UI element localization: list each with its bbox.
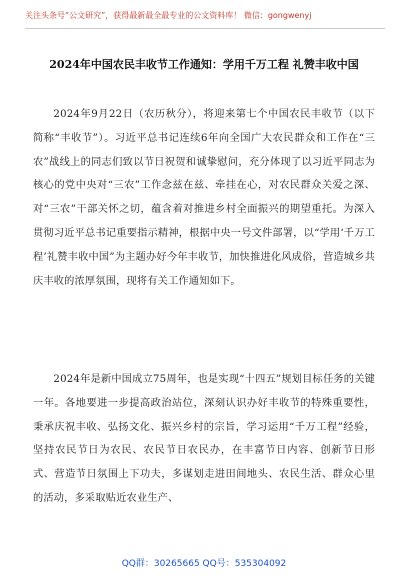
document-title: 2024年中国农民丰收节工作通知：学用千万工程 礼赞丰收中国 [49, 58, 359, 71]
paragraph-text: 2024年9月22日（农历秋分），将迎来第七个中国农民丰收节（以下简称“丰收节”）。习近平总书记连续6年向全国广大农民群众和工作在“三农”战线上的同志们致以节日祝贺和诚挚慰问，充分体现了以习近平同志为核心的党中央对“三农”工作念兹在兹、牵挂在心，对农民群众关爱之深、对“三农”干部关怀之切，蕴含着对推进乡村全面振兴的期望重托。为深入贯彻习近平总书记重要指示精神，根据中央一号文件部署，以“学用‘千万工程’礼赞丰收中国”为主题办好今年丰收节，加快推进化风成俗，营造城乡共庆丰收的浓厚氛围，现将有关工作通知如下。 [33, 109, 375, 287]
paragraph-text: 2024年是新中国成立75周年，也是实现“十四五”规划目标任务的关键一年。各地要进一步提高政治站位，深刻认识办好丰收节的特殊重要性，秉承庆祝丰收、弘扬文化、振兴乡村的宗旨，学习运用“千万工程”经验，坚持农民节日为农民、农民节日农民办，在丰富节日内容、创新节日形式、营造节日氛围上下功夫，多谋划走进田间地头、农民生活、群众心里的活动，多采取贴近农业生产、 [33, 374, 375, 504]
header-promo-note: 关注头条号“公文研究”，获得最新最全最专业的公文资料库！ 微信：gongwenyj [25, 11, 312, 20]
paragraph-1 [33, 103, 375, 293]
header-divider [25, 28, 385, 29]
footer-contact-note: QQ群：30265665 QQ号：535304092 [121, 559, 287, 569]
paragraph-2 [33, 368, 375, 511]
